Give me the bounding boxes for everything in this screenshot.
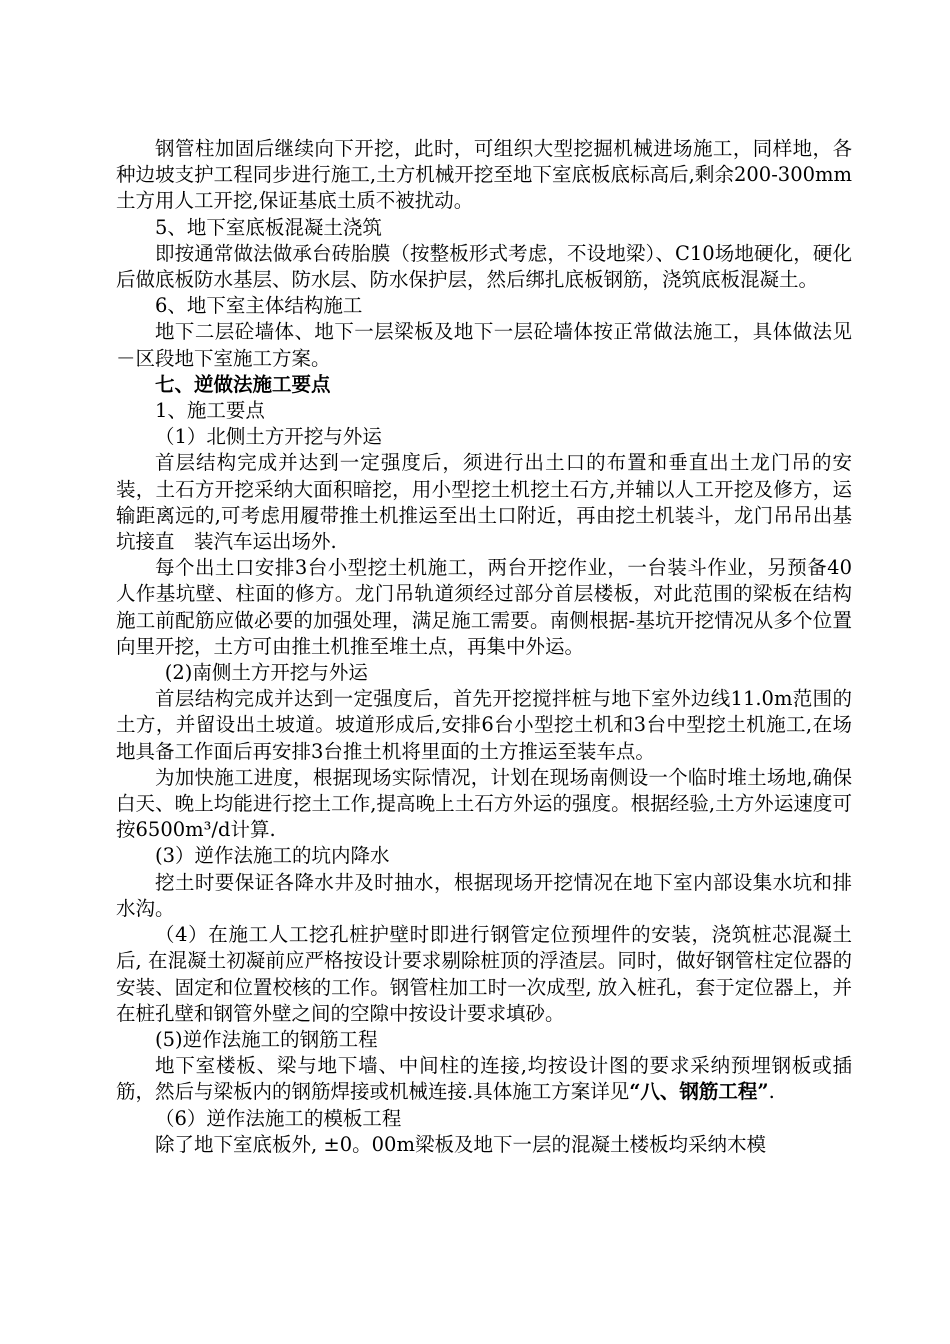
subsection-heading: (3）逆作法施工的坑内降水 xyxy=(155,844,390,868)
paragraph: 每个出土口安排3台小型挖土机施工，两台开挖作业，一台装斗作业，另预备40人作基坑壁、柱面的修方。龙门吊轨道须经过部分首层楼板，对此范围的梁板在结构施工前配筋应做必要的加强处理，满足施工需要。南侧根据-基坑开挖情况从多个位置向里开挖，土方可由推土机推至堆土点，再集中外运。 xyxy=(116,556,852,658)
paragraph: 除了地下室底板外, ±0。00m梁板及地下一层的混凝土楼板均采纳木模 xyxy=(155,1132,766,1156)
paragraph: 即按通常做法做承台砖胎膜（按整板形式考虑，不设地梁）、C10场地硬化，硬化后做底板防水基层、防水层、防水保护层，然后绑扎底板钢筋，浇筑底板混凝土。 xyxy=(116,241,852,292)
chapter-heading: 七、逆做法施工要点 xyxy=(155,372,331,396)
subsection-heading: (5)逆作法施工的钢筋工程 xyxy=(155,1027,378,1051)
paragraph xyxy=(116,1053,852,1105)
paragraph: 地下二层砼墙体、地下一层梁板及地下一层砼墙体按正常做法施工，具体做法见－区段地下室施工方案。 xyxy=(116,320,852,370)
section-heading: 5、地下室底板混凝土浇筑 xyxy=(155,215,382,239)
paragraph-text: 地下室楼板、梁与地下墙、中间柱的连接,均按设计图的要求采纳预埋钢板或插筋，然后与梁板内的钢筋焊接或机械连接.具体施工方案详见 xyxy=(116,1054,852,1104)
section-heading: 1、施工要点 xyxy=(155,399,265,423)
subsection-heading: （6）逆作法施工的模板工程 xyxy=(155,1106,402,1130)
paragraph-tail: . xyxy=(768,1080,775,1104)
paragraph: 首层结构完成并达到一定强度后，首先开挖搅拌桩与地下室外边线11.0m范围的土方，并留设出土坡道。坡道形成后,安排6台小型挖土机和3台中型挖土机施工,在场地具备工作面后再安排3台推土机将里面的土方推运至装车点。 xyxy=(116,687,852,763)
paragraph: 钢管柱加固后继续向下开挖，此时，可组织大型挖掘机械进场施工，同样地，各种边坡支护工程同步进行施工,土方机械开挖至地下室底板底标高后,剩余200-300mm土方用人工开挖,保证基底土质不被扰动。 xyxy=(116,137,852,213)
paragraph: 挖土时要保证各降水井及时抽水，根据现场开挖情况在地下室内部设集水坑和排水沟。 xyxy=(116,870,852,920)
paragraph: 首层结构完成并达到一定强度后，须进行出土口的布置和垂直出土龙门吊的安装，土石方开挖采纳大面积暗挖，用小型挖土机挖土石方,并辅以人工开挖及修方，运输距离远的,可考虑用履带推土机推运至出土口附近，再由挖土机装斗，龙门吊吊出基坑接直 装汽车运出场外. xyxy=(116,451,852,554)
reference-bold: “八、钢筋工程” xyxy=(629,1080,769,1104)
subsection-heading: （1）北侧土方开挖与外运 xyxy=(155,425,382,449)
subsection-heading: (2)南侧土方开挖与外运 xyxy=(164,661,368,685)
document-page xyxy=(116,136,852,1158)
section-heading: 6、地下室主体结构施工 xyxy=(155,294,363,318)
paragraph: 为加快施工进度，根据现场实际情况，计划在现场南侧设一个临时堆土场地,确保白天、晚上均能进行挖土工作,提高晚上土石方外运的强度。根据经验,土方外运速度可按6500m³/d计算. xyxy=(116,765,852,842)
paragraph: （4）在施工人工挖孔桩护壁时即进行钢管定位预埋件的安装，浇筑桩芯混凝土后, 在混凝土初凝前应严格按设计要求剔除桩顶的浮渣层。同时，做好钢管柱定位器的安装、固定和位置校核的工作。钢管柱加工时一次成型, 放入桩孔，套于定位器上，并在桩孔壁和钢管外壁之间的空隙中按设计要求填砂。 xyxy=(116,923,852,1025)
